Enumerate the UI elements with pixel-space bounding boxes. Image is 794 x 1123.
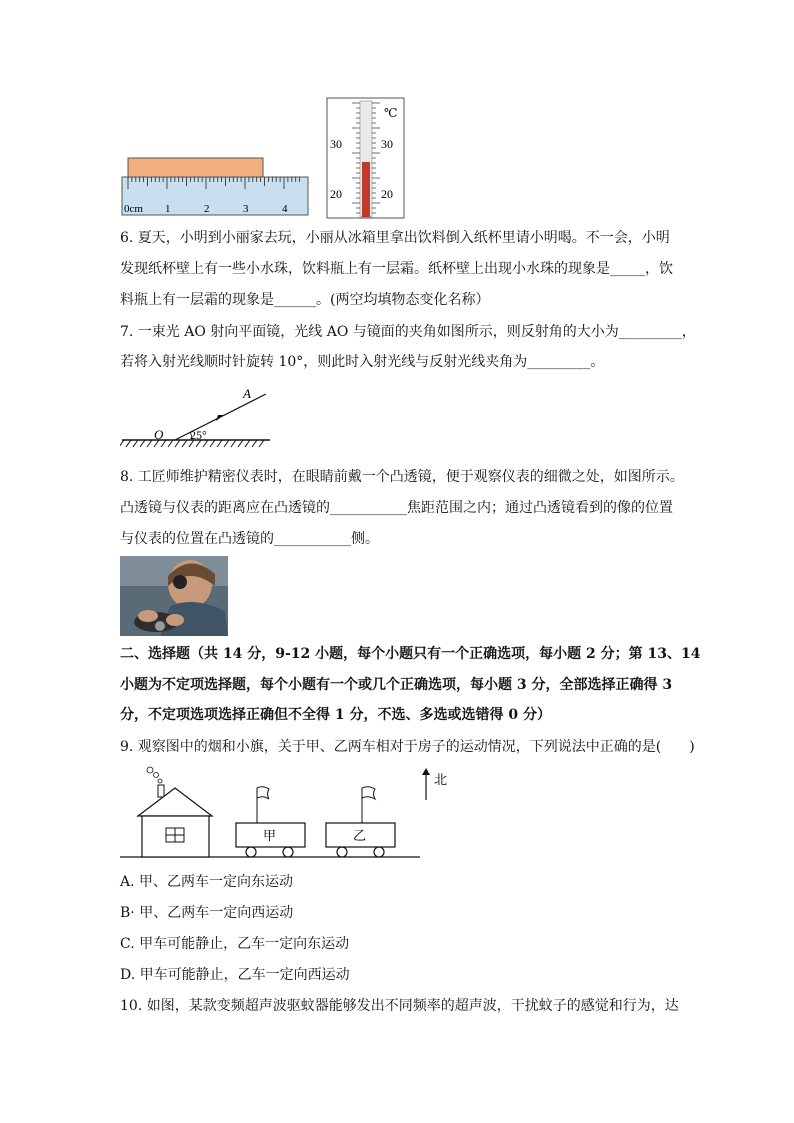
mirror-hatch-mark [238,440,243,447]
question-10-line-1: 10. 如图，某款变频超声波驱蚊器能够发出不同频率的超声波，干扰蚊子的感觉和行为，达 [120,998,679,1014]
car-b-label: 乙 [353,828,367,843]
chimney [158,785,164,797]
question-6-line-2: 发现纸杯壁上有一些小水珠，饮料瓶上有一层霜。纸杯壁上出现小水珠的现象是_____，饮 [120,261,673,277]
mirror-hatch-mark [259,440,264,447]
section-2-heading-line-1: 二、选择题（共 14 分，9-12 小题，每个小题只有一个正确选项，每小题 2 分；第 13、14 [120,646,701,662]
north-arrowhead-icon [422,768,430,775]
mirror-hatch-mark [210,440,215,447]
question-7-line-1: 7. 一束光 AO 射向平面镜，光线 AO 与镜面的夹角如图所示，则反射角的大小为_________， [120,324,696,340]
ruler-zero-label: 0cm [124,203,143,215]
ruler-figure [120,155,310,217]
question-6-line-1: 6. 夏天，小明到小丽家去玩，小丽从冰箱里拿出饮料倒入纸杯里请小明喝。不一会，小明 [120,230,670,246]
thermometer-label: 20 [381,187,393,201]
point-a-label: A [243,386,251,401]
car-a-wheel [283,847,293,857]
question-8-line-3: 与仪表的位置在凸透镜的___________侧。 [120,531,379,547]
craftsman-photo [120,556,228,636]
smoke-puff [147,767,153,773]
mirror-hatch-mark [182,440,187,447]
mirror-hatch-mark [224,440,229,447]
mirror-hatch-mark [175,440,180,447]
ruler-tick-label: 1 [165,203,171,215]
mirror-hatch-mark [231,440,236,447]
car-a-wheel [246,847,256,857]
car-b-flag [362,787,375,799]
question-6-line-3: 料瓶上有一层霜的现象是______。(两空均填物态变化名称） [120,292,490,308]
mirror-hatch-mark [140,440,145,447]
question-8-line-1: 8. 工匠师维护精密仪表时，在眼睛前戴一个凸透镜，便于观察仪表的细微之处，如图所示。 [120,469,684,485]
question-9-option-d: D. 甲车可能静止，乙车一定向西运动 [120,967,350,983]
angle-label: 25° [190,428,207,442]
mirror-hatch-mark [245,440,250,447]
ruler-tick-label: 3 [243,203,249,215]
car-a-label: 甲 [263,828,277,843]
thermometer-label: 30 [381,137,393,151]
mirror-hatch-mark [168,440,173,447]
smoke-puff [154,773,159,778]
question-9-stem: 9. 观察图中的烟和小旗，关于甲、乙两车相对于房子的运动情况，下列说法中正确的是( ) [120,739,695,755]
section-2-heading-line-2: 小题为不定项选择题，每个小题有一个或几个正确选项，每小题 3 分，全部选择正确得 3 [120,677,673,693]
section-2-heading-line-3: 分，不定项选项选择正确但不全得 1 分，不选、多选或选错得 0 分） [120,707,551,723]
car-b-wheel [337,847,347,857]
mirror-hatch-mark [252,440,257,447]
question-8-line-2: 凸透镜与仪表的距离应在凸透镜的___________焦距范围之内；通过凸透镜看到的像的位置 [120,500,673,516]
house-roof [138,788,212,816]
thermometer-label: 30 [330,137,342,151]
smoke-puff [158,779,162,783]
car-b-wheel [374,847,384,857]
mirror-hatch-mark [217,440,222,447]
mirror-hatch-mark [120,440,124,447]
mirror-hatch-mark [133,440,138,447]
mirror-hatch-mark [147,440,152,447]
point-o-label: O [154,427,164,442]
house-cars-figure [120,764,460,862]
question-7-line-2: 若将入射光线顺时针旋转 10°，则此时入射光线与反射光线夹角为_________。 [120,354,605,370]
ray-arrowhead [216,415,224,421]
mirror-figure [120,384,275,450]
wooden-block [128,158,263,178]
north-label: 北 [434,772,448,787]
question-9-option-b: B· 甲、乙两车一定向西运动 [120,905,294,921]
ruler-body [122,177,308,215]
mirror-hatch-mark [126,440,131,447]
thermometer-label: 20 [330,187,342,201]
question-9-option-c: C. 甲车可能静止，乙车一定向东运动 [120,936,350,952]
question-9-option-a: A. 甲、乙两车一定向东运动 [120,874,294,890]
thermometer-unit: ℃ [384,106,398,120]
thermometer-liquid [362,162,370,217]
car-a-flag [257,787,269,799]
thermometer-figure [326,97,406,219]
ruler-tick-label: 4 [282,203,288,215]
ruler-tick-label: 2 [204,203,210,215]
